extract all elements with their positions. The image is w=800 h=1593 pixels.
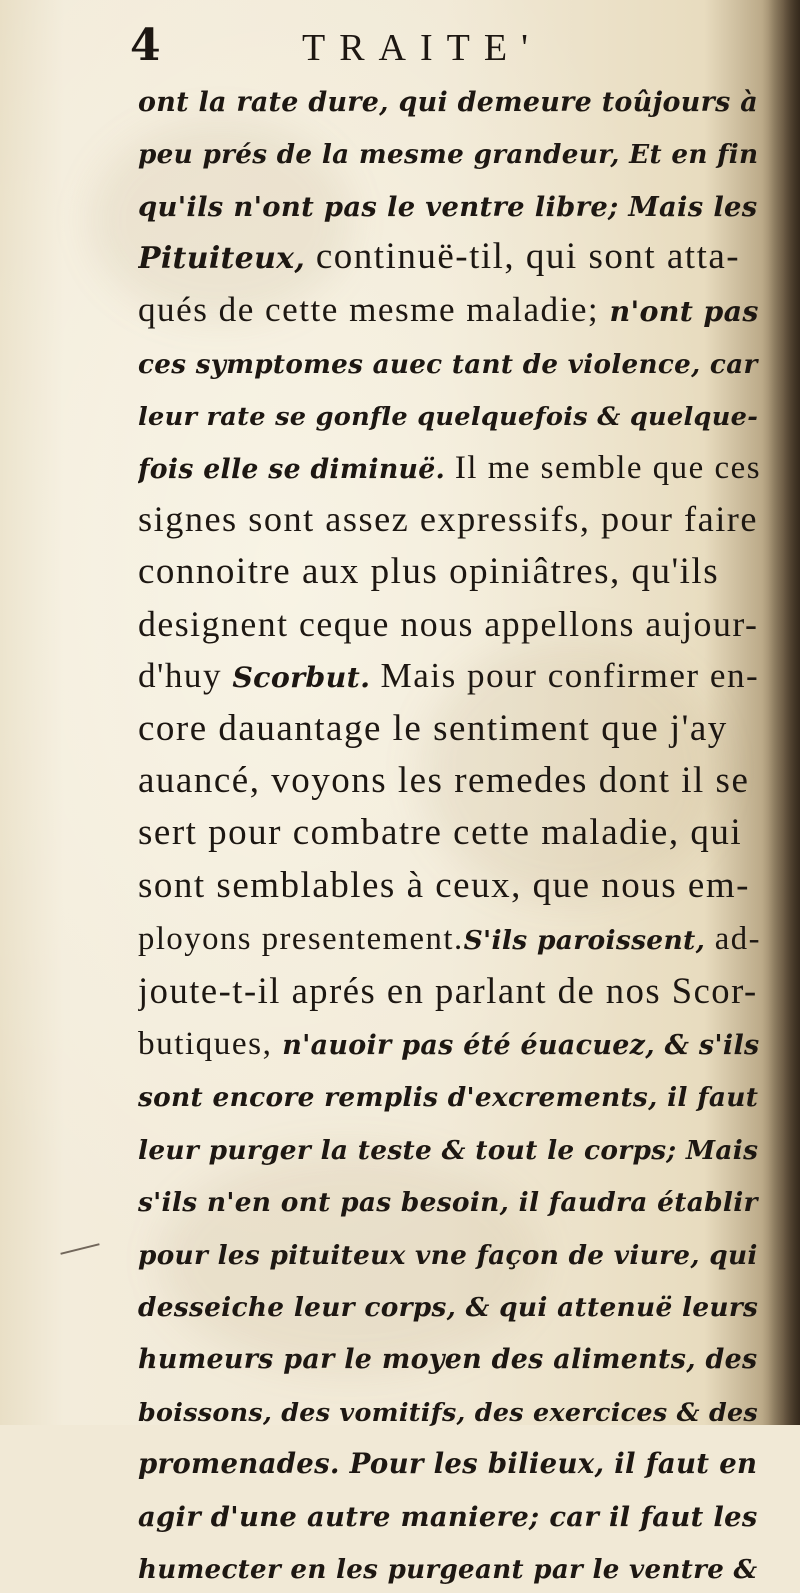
italic-text: promenades. Pour les bilieux, il faut en: [138, 1448, 758, 1481]
italic-text: Pituiteux,: [138, 241, 306, 277]
italic-text: ont la rate dure, qui demeure toûjours à: [138, 87, 758, 118]
page-header: [130, 18, 770, 78]
roman-text: joute-t-il aprés en parlant de nos Scor-: [138, 969, 758, 1011]
text-line: [138, 1384, 763, 1436]
text-line: [138, 1174, 763, 1226]
italic-text: peu prés de la mesme grandeur, Et en fin: [138, 139, 759, 171]
running-title: TRAITE': [302, 27, 542, 69]
text-line: [138, 1436, 763, 1488]
margin-mark: [60, 1243, 99, 1255]
italic-text: pour les pituiteux vne façon de viure, qui: [138, 1239, 758, 1271]
text-line: [138, 231, 763, 283]
roman-text: core dauantage le sentiment que j'ay: [138, 707, 728, 749]
italic-text: qu'ils n'ont pas le ventre libre; Mais les: [138, 190, 758, 223]
text-line: [138, 1489, 763, 1541]
text-line: [138, 1227, 763, 1279]
body-text: [138, 74, 763, 1593]
italic-text: s'ils n'en ont pas besoin, il faudra établir: [138, 1187, 758, 1219]
roman-text: butiques,: [138, 1025, 283, 1063]
text-line: [138, 1017, 763, 1069]
text-line: [138, 546, 763, 598]
roman-text: Mais pour confirmer en-: [370, 656, 760, 696]
roman-text: signes sont assez expressifs, pour faire: [138, 499, 758, 540]
text-line: [138, 284, 763, 336]
binding-edge-shadow: [762, 0, 800, 1425]
roman-text: d'huy: [138, 656, 233, 696]
italic-text: Scorbut.: [232, 660, 371, 695]
text-line: [138, 179, 763, 231]
roman-text: ployons presentement.: [138, 921, 464, 958]
text-line: [138, 650, 763, 702]
italic-text: fois elle se diminuë.: [138, 453, 446, 485]
roman-text: connoitre aux plus opiniâtres, qu'ils: [138, 550, 720, 592]
text-line: [138, 1069, 763, 1121]
roman-text: sont semblables à ceux, que nous em-: [138, 864, 750, 906]
text-line: [138, 1331, 763, 1383]
text-line: [138, 755, 763, 807]
page-number: 4: [130, 20, 161, 71]
italic-text: S'ils paroissent,: [463, 925, 706, 957]
roman-text: Il me semble que ces: [445, 449, 762, 486]
roman-text: auancé, voyons les remedes dont il se: [138, 760, 750, 802]
text-line: [138, 703, 763, 755]
text-line: [138, 965, 763, 1017]
text-line: [138, 1541, 763, 1593]
text-line: [138, 388, 763, 440]
italic-text: ces symptomes auec tant de violence, car: [138, 348, 758, 380]
italic-text: n'ont pas: [609, 293, 759, 328]
text-line: [138, 74, 763, 126]
text-line: [138, 912, 763, 964]
italic-text: humecter en les purgeant par le ventre &: [138, 1553, 758, 1585]
text-line: [138, 1279, 763, 1331]
roman-text: qués de cette mesme maladie;: [138, 289, 610, 329]
italic-text: desseiche leur corps, & qui attenuë leurs: [138, 1291, 759, 1323]
roman-text: sert pour combatre cette maladie, qui: [138, 812, 743, 854]
text-line: [138, 126, 763, 178]
text-line: [138, 336, 763, 388]
italic-text: n'auoir pas été éuacuez, & s'ils: [282, 1030, 760, 1062]
italic-text: boissons, des vomitifs, des exercices & des: [138, 1396, 759, 1427]
text-line: [138, 441, 763, 493]
italic-text: agir d'une autre maniere; car il faut les: [138, 1500, 758, 1533]
italic-text: leur purger la teste & tout le corps; Mais: [138, 1134, 759, 1166]
text-line: [138, 860, 763, 912]
roman-text: designent ceque nous appellons aujour-: [138, 603, 759, 644]
text-line: [138, 1122, 763, 1174]
text-line: [138, 598, 763, 650]
roman-text: ad-: [705, 921, 762, 958]
italic-text: humeurs par le moyen des aliments, des: [138, 1344, 758, 1376]
italic-text: leur rate se gonfle quelquefois & quelque-: [138, 402, 759, 433]
text-line: [138, 807, 763, 859]
roman-text: continuë-til, qui sont atta-: [305, 236, 741, 278]
text-line: [138, 493, 763, 545]
italic-text: sont encore remplis d'excrements, il faut: [138, 1082, 759, 1114]
